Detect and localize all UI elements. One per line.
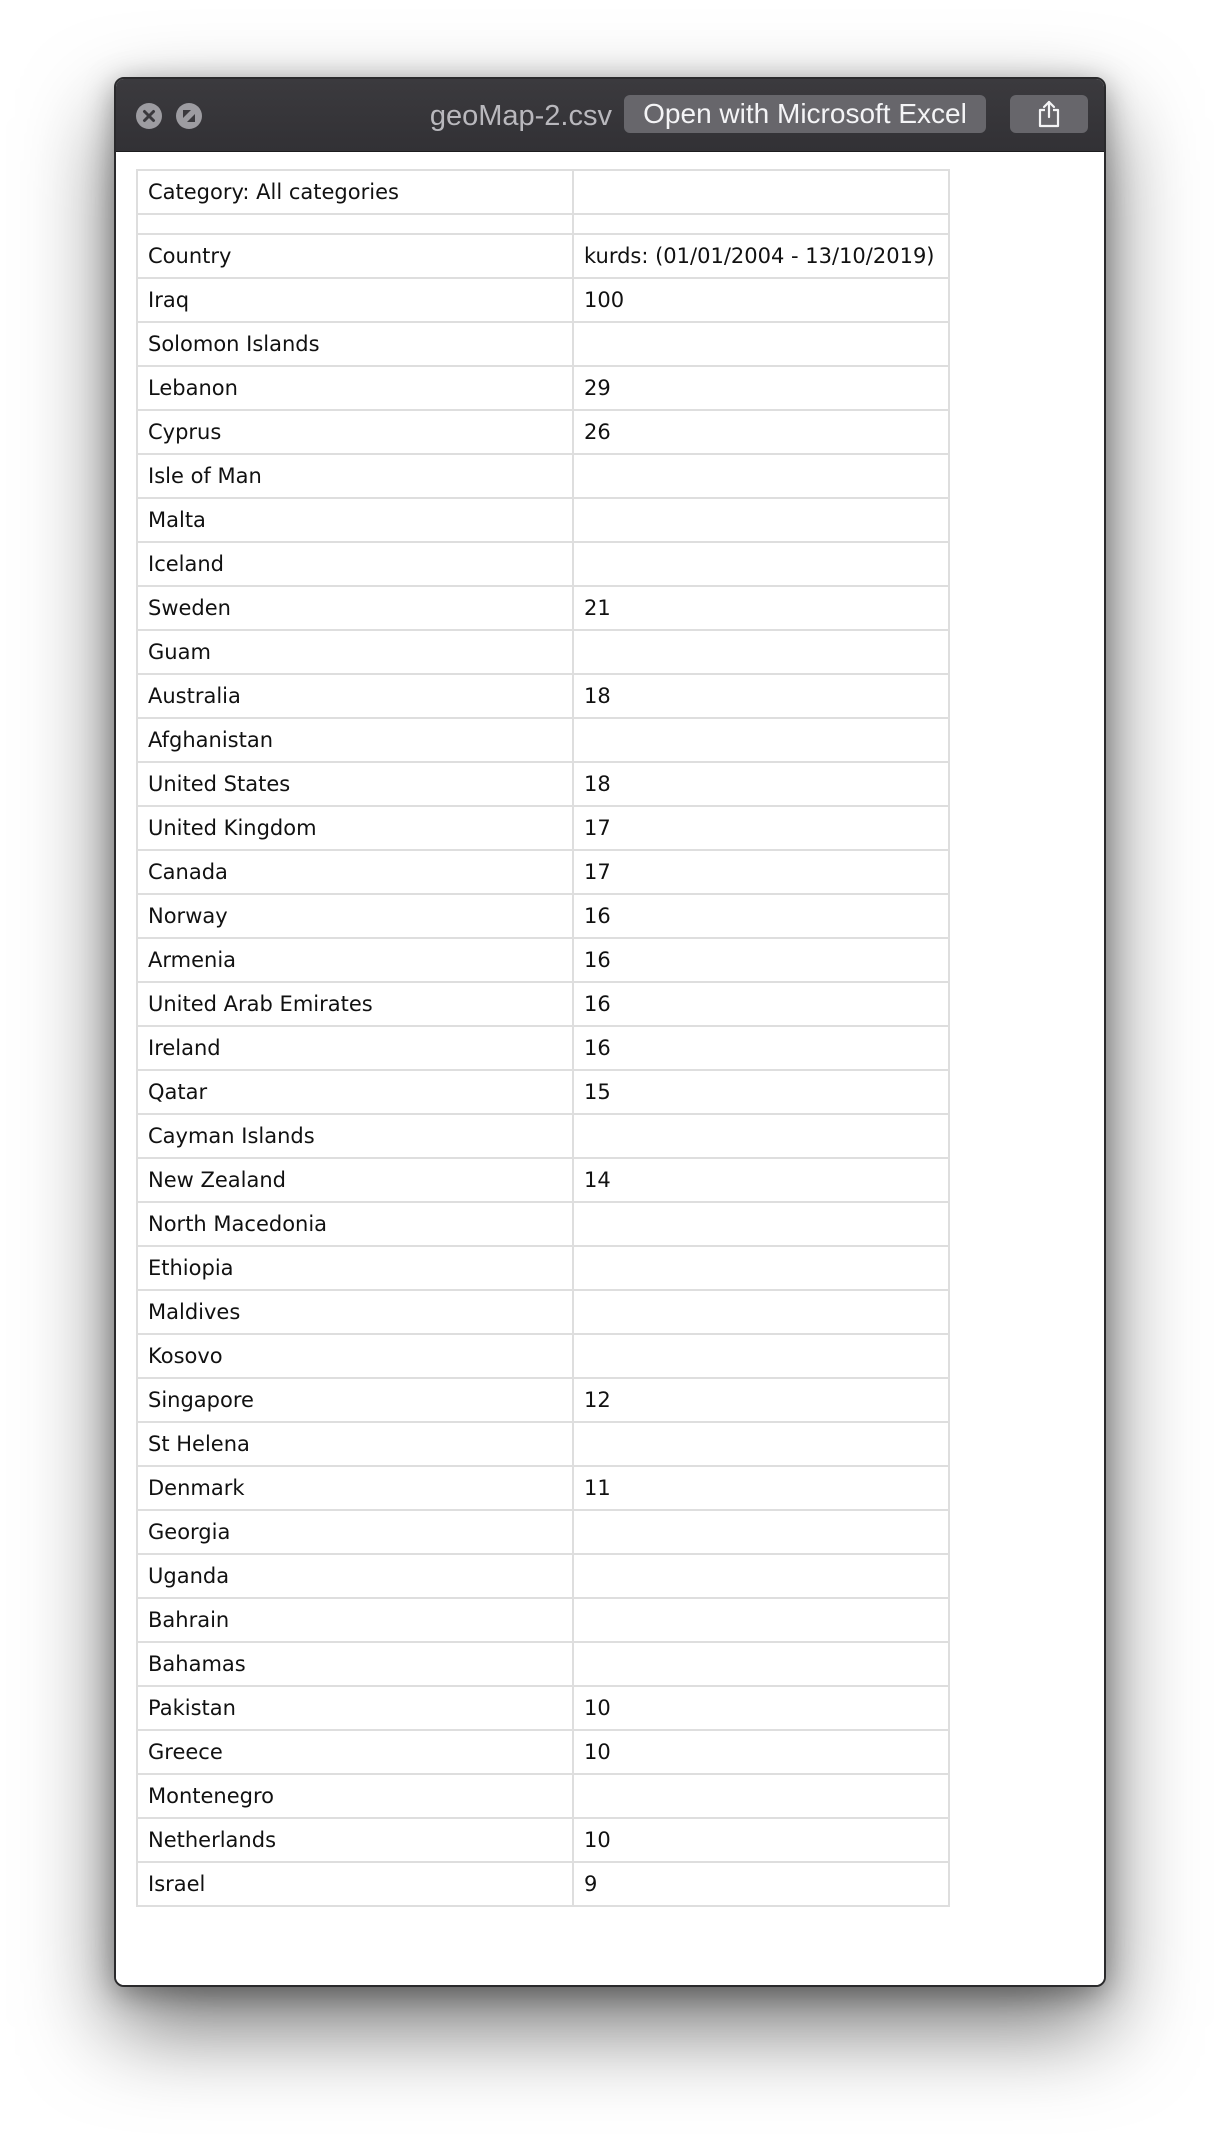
country-cell: Armenia — [137, 938, 573, 982]
table-row — [137, 1642, 949, 1686]
country-cell: St Helena — [137, 1422, 573, 1466]
value-cell: 12 — [573, 1378, 949, 1422]
share-icon — [1037, 100, 1061, 128]
table-row — [137, 1818, 949, 1862]
country-cell: Bahamas — [137, 1642, 573, 1686]
window-title: geoMap-2.csv — [429, 100, 612, 132]
open-with-excel-button[interactable]: Open with Microsoft Excel — [624, 95, 986, 133]
close-icon — [136, 103, 162, 129]
table-row — [137, 1026, 949, 1070]
csv-table — [136, 169, 950, 1907]
country-cell: Uganda — [137, 1554, 573, 1598]
table-row — [137, 850, 949, 894]
country-cell: Israel — [137, 1862, 573, 1906]
country-cell: Qatar — [137, 1070, 573, 1114]
table-row — [137, 586, 949, 630]
country-cell: Montenegro — [137, 1774, 573, 1818]
fullscreen-button[interactable] — [176, 103, 202, 129]
table-row — [137, 1422, 949, 1466]
value-cell — [573, 1422, 949, 1466]
value-cell — [573, 498, 949, 542]
value-cell: 14 — [573, 1158, 949, 1202]
share-button[interactable] — [1010, 95, 1088, 133]
table-row — [137, 1730, 949, 1774]
csv-preview[interactable] — [116, 152, 1104, 1985]
value-cell — [573, 1774, 949, 1818]
country-cell: Norway — [137, 894, 573, 938]
table-row — [137, 1114, 949, 1158]
value-cell — [573, 1290, 949, 1334]
value-cell: 16 — [573, 982, 949, 1026]
value-cell: 16 — [573, 894, 949, 938]
table-row — [137, 234, 949, 278]
country-cell: Cayman Islands — [137, 1114, 573, 1158]
country-cell: North Macedonia — [137, 1202, 573, 1246]
table-row — [137, 1510, 949, 1554]
table-row — [137, 718, 949, 762]
value-cell — [573, 542, 949, 586]
table-row — [137, 1862, 949, 1906]
value-cell: 17 — [573, 850, 949, 894]
country-cell: Maldives — [137, 1290, 573, 1334]
title-bar[interactable] — [116, 79, 1104, 152]
close-button[interactable] — [136, 103, 162, 129]
table-row — [137, 762, 949, 806]
value-cell: 17 — [573, 806, 949, 850]
country-cell: Kosovo — [137, 1334, 573, 1378]
country-cell: Isle of Man — [137, 454, 573, 498]
country-cell: Lebanon — [137, 366, 573, 410]
value-cell — [573, 1598, 949, 1642]
value-cell: 9 — [573, 1862, 949, 1906]
country-cell: Netherlands — [137, 1818, 573, 1862]
value-cell — [573, 718, 949, 762]
table-row — [137, 1158, 949, 1202]
value-cell — [573, 454, 949, 498]
table-row — [137, 454, 949, 498]
table-row — [137, 214, 949, 234]
country-cell: Guam — [137, 630, 573, 674]
country-cell: Solomon Islands — [137, 322, 573, 366]
country-cell: Singapore — [137, 1378, 573, 1422]
country-cell: Denmark — [137, 1466, 573, 1510]
value-cell: 100 — [573, 278, 949, 322]
country-cell: Ireland — [137, 1026, 573, 1070]
country-cell — [137, 214, 573, 234]
minimize-icon — [176, 103, 202, 129]
table-row — [137, 894, 949, 938]
country-cell: Greece — [137, 1730, 573, 1774]
table-row — [137, 278, 949, 322]
value-cell: 16 — [573, 1026, 949, 1070]
table-row — [137, 1070, 949, 1114]
value-cell — [573, 322, 949, 366]
table-row — [137, 1774, 949, 1818]
table-row — [137, 322, 949, 366]
country-cell: Iraq — [137, 278, 573, 322]
value-cell: 21 — [573, 586, 949, 630]
country-cell: Pakistan — [137, 1686, 573, 1730]
value-cell: 16 — [573, 938, 949, 982]
table-row — [137, 366, 949, 410]
table-row — [137, 170, 949, 214]
value-cell — [573, 214, 949, 234]
country-cell: Sweden — [137, 586, 573, 630]
quicklook-window — [114, 77, 1106, 1987]
table-row — [137, 1598, 949, 1642]
country-cell: Bahrain — [137, 1598, 573, 1642]
value-cell — [573, 1202, 949, 1246]
country-cell: United States — [137, 762, 573, 806]
value-cell: 29 — [573, 366, 949, 410]
country-cell: United Arab Emirates — [137, 982, 573, 1026]
table-row — [137, 630, 949, 674]
country-cell: Ethiopia — [137, 1246, 573, 1290]
table-row — [137, 674, 949, 718]
table-row — [137, 1202, 949, 1246]
country-cell: Australia — [137, 674, 573, 718]
table-row — [137, 938, 949, 982]
value-cell: 10 — [573, 1818, 949, 1862]
value-cell — [573, 1114, 949, 1158]
country-cell: Cyprus — [137, 410, 573, 454]
country-cell: Georgia — [137, 1510, 573, 1554]
value-cell — [573, 1246, 949, 1290]
value-cell: kurds: (01/01/2004 - 13/10/2019) — [573, 234, 949, 278]
value-cell — [573, 630, 949, 674]
country-cell: Category: All categories — [137, 170, 573, 214]
country-cell: Iceland — [137, 542, 573, 586]
table-row — [137, 1378, 949, 1422]
table-row — [137, 982, 949, 1026]
country-cell: Canada — [137, 850, 573, 894]
value-cell — [573, 1554, 949, 1598]
value-cell: 26 — [573, 410, 949, 454]
table-row — [137, 1686, 949, 1730]
table-row — [137, 1290, 949, 1334]
value-cell: 10 — [573, 1686, 949, 1730]
table-row — [137, 806, 949, 850]
country-cell: Afghanistan — [137, 718, 573, 762]
value-cell — [573, 1510, 949, 1554]
value-cell — [573, 1642, 949, 1686]
country-cell: Country — [137, 234, 573, 278]
value-cell: 15 — [573, 1070, 949, 1114]
value-cell: 10 — [573, 1730, 949, 1774]
table-row — [137, 1554, 949, 1598]
value-cell — [573, 1334, 949, 1378]
value-cell: 18 — [573, 762, 949, 806]
country-cell: United Kingdom — [137, 806, 573, 850]
table-row — [137, 410, 949, 454]
country-cell: Malta — [137, 498, 573, 542]
table-row — [137, 542, 949, 586]
table-row — [137, 498, 949, 542]
value-cell — [573, 170, 949, 214]
table-row — [137, 1334, 949, 1378]
country-cell: New Zealand — [137, 1158, 573, 1202]
table-row — [137, 1246, 949, 1290]
table-row — [137, 1466, 949, 1510]
value-cell: 11 — [573, 1466, 949, 1510]
value-cell: 18 — [573, 674, 949, 718]
